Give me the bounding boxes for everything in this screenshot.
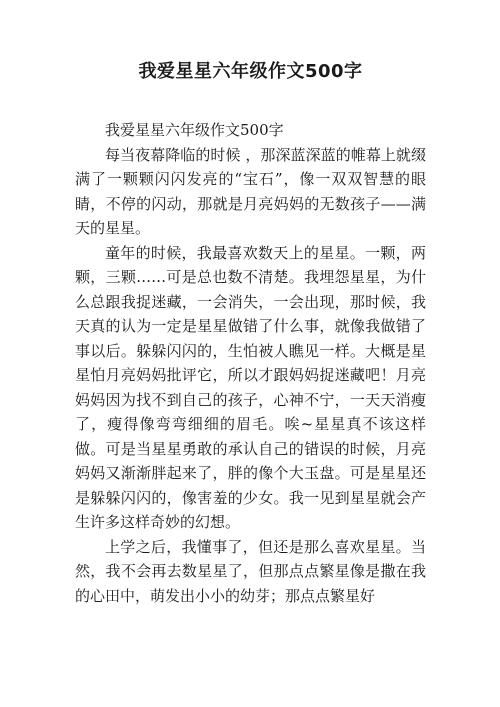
body-paragraph-heading: 我爱星星六年级作文500字 bbox=[105, 121, 284, 139]
document-title: 我爱星星六年级作文500字 bbox=[138, 61, 363, 82]
body-paragraph: 每当夜幕降临的时候 ，那深蓝深蓝的帷幕上就缀满了一颗颗闪闪发亮的“宝石”，像一双双智慧的眼睛，不停的闪动，那就是月亮妈妈的无数孩子——满天的星星。 bbox=[75, 145, 426, 237]
body-paragraph: 童年的时候，我最喜欢数天上的星星。一颗，两颗，三颗……可是总也数不清楚。我埋怨星星，为什么总跟我捉迷藏，一会消失，一会出现，那时候，我天真的认为一定是星星做错了什么事，就像我做错了事以后。躲躲闪闪的，生怕被人瞧见一样。大概是星星怕月亮妈妈批评它，所以才跟妈妈捉迷藏吧！月亮妈妈因为找不到自己的孩子，心神不宁，一天天消瘦了，瘦得像弯弯细细的眉毛。唉~星星真不该这样做。可是当星星勇敢的承认自己的错误的时候，月亮妈妈又渐渐胖起来了，胖的像个大玉盘。可是星星还是躲躲闪闪的，像害羞的少女。我一见到星星就会产生许多这样奇妙的幻想。 bbox=[75, 243, 426, 531]
body-paragraph: 上学之后，我懂事了，但还是那么喜欢星星。当然，我不会再去数星星了，但那点点繁星像是撒在我的心田中，萌发出小小的幼芽；那点点繁星好 bbox=[75, 537, 426, 605]
